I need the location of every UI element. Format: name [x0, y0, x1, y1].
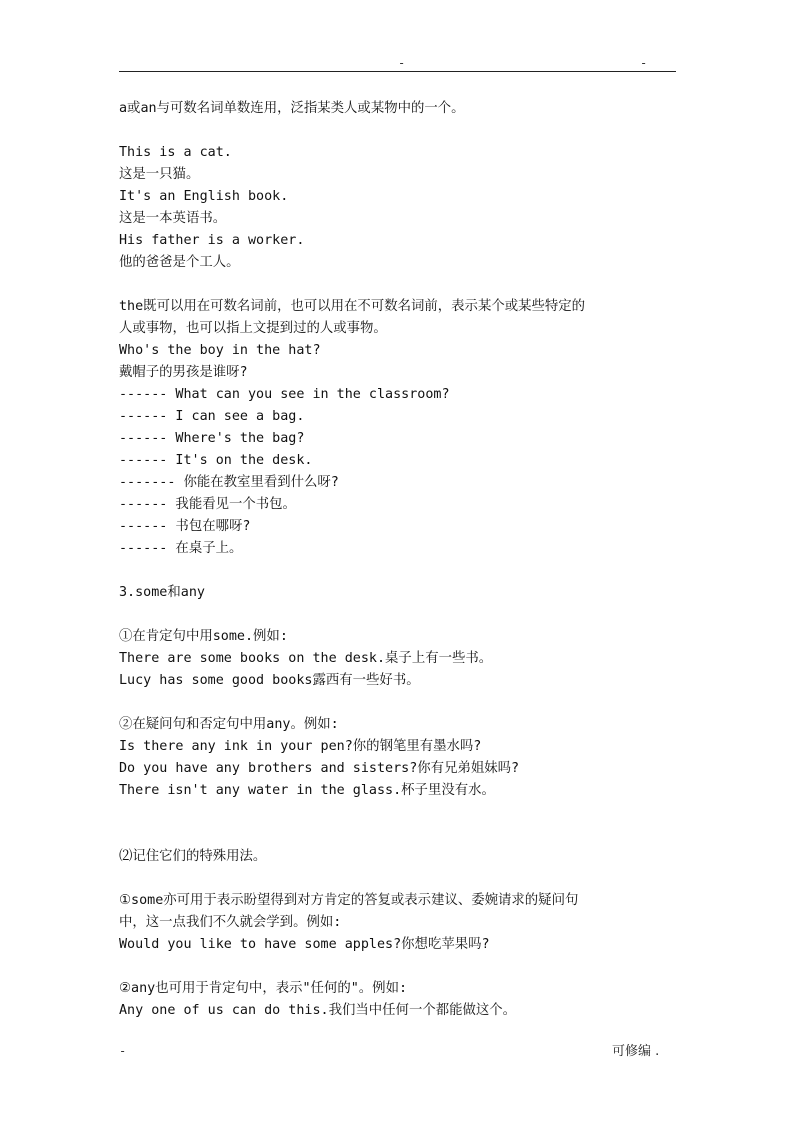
- blank-line: [119, 274, 679, 296]
- blank-line: [119, 692, 679, 714]
- header-mark-left: -: [398, 56, 406, 70]
- text-line: ------ 书包在哪呀?: [119, 519, 251, 534]
- text-line: There isn't any water in the glass.杯子里没有水。: [119, 783, 495, 798]
- header-rule: [119, 71, 676, 72]
- text-line: ②在疑问句和否定句中用any。例如:: [119, 717, 339, 732]
- text-line: ------ 在桌子上。: [119, 541, 243, 556]
- blank-line: [119, 604, 679, 626]
- text-line: 戴帽子的男孩是谁呀?: [119, 365, 248, 380]
- blank-line: [119, 824, 679, 846]
- text-line: Any one of us can do this.我们当中任何一个都能做这个。: [119, 1003, 517, 1018]
- header-mark-right: -: [640, 56, 648, 70]
- text-line: Would you like to have some apples?你想吃苹果吗?: [119, 937, 490, 952]
- text-line: a或an与可数名词单数连用，泛指某类人或某物中的一个。: [119, 101, 465, 116]
- text-line: the既可以用在可数名词前，也可以用在不可数名词前，表示某个或某些特定的: [119, 299, 586, 314]
- footer-mark-left: -: [119, 1044, 127, 1058]
- text-line: ①some亦可用于表示盼望得到对方肯定的答复或表示建议、委婉请求的疑问句: [119, 893, 579, 908]
- text-line: Do you have any brothers and sisters?你有兄弟姐妹吗?: [119, 761, 520, 776]
- text-line: This is a cat.: [119, 145, 232, 160]
- text-line: 中，这一点我们不久就会学到。例如:: [119, 915, 342, 930]
- text-line: His father is a worker.: [119, 233, 305, 248]
- document-body: [119, 98, 679, 1022]
- text-line: ②any也可用于肯定句中，表示"任何的"。例如:: [119, 981, 408, 996]
- text-line: 3.some和any: [119, 585, 205, 600]
- text-line: 人或事物，也可以指上文提到过的人或事物。: [119, 321, 387, 336]
- text-line: 这是一本英语书。: [119, 211, 227, 226]
- blank-line: [119, 560, 679, 582]
- blank-line: [119, 802, 679, 824]
- text-line: There are some books on the desk.桌子上有一些书。: [119, 651, 493, 666]
- text-line: ------ It's on the desk.: [119, 453, 313, 468]
- text-line: ------ Where's the bag?: [119, 431, 305, 446]
- text-line: Who's the boy in the hat?: [119, 343, 321, 358]
- text-line: ------ I can see a bag.: [119, 409, 305, 424]
- text-line: It's an English book.: [119, 189, 289, 204]
- text-line: 这是一只猫。: [119, 167, 200, 182]
- text-line: Lucy has some good books露西有一些好书。: [119, 673, 420, 688]
- footer-note: 可修编 .: [612, 1044, 660, 1059]
- blank-line: [119, 868, 679, 890]
- text-line: ------- 你能在教室里看到什么呀?: [119, 475, 339, 490]
- text-line: ①在肯定句中用some.例如:: [119, 629, 288, 644]
- text-line: Is there any ink in your pen?你的钢笔里有墨水吗?: [119, 739, 482, 754]
- text-line: 他的爸爸是个工人。: [119, 255, 240, 270]
- text-line: ⑵记住它们的特殊用法。: [119, 849, 267, 864]
- text-line: ------ 我能看见一个书包。: [119, 497, 296, 512]
- blank-line: [119, 120, 679, 142]
- text-line: ------ What can you see in the classroom?: [119, 387, 450, 402]
- blank-line: [119, 956, 679, 978]
